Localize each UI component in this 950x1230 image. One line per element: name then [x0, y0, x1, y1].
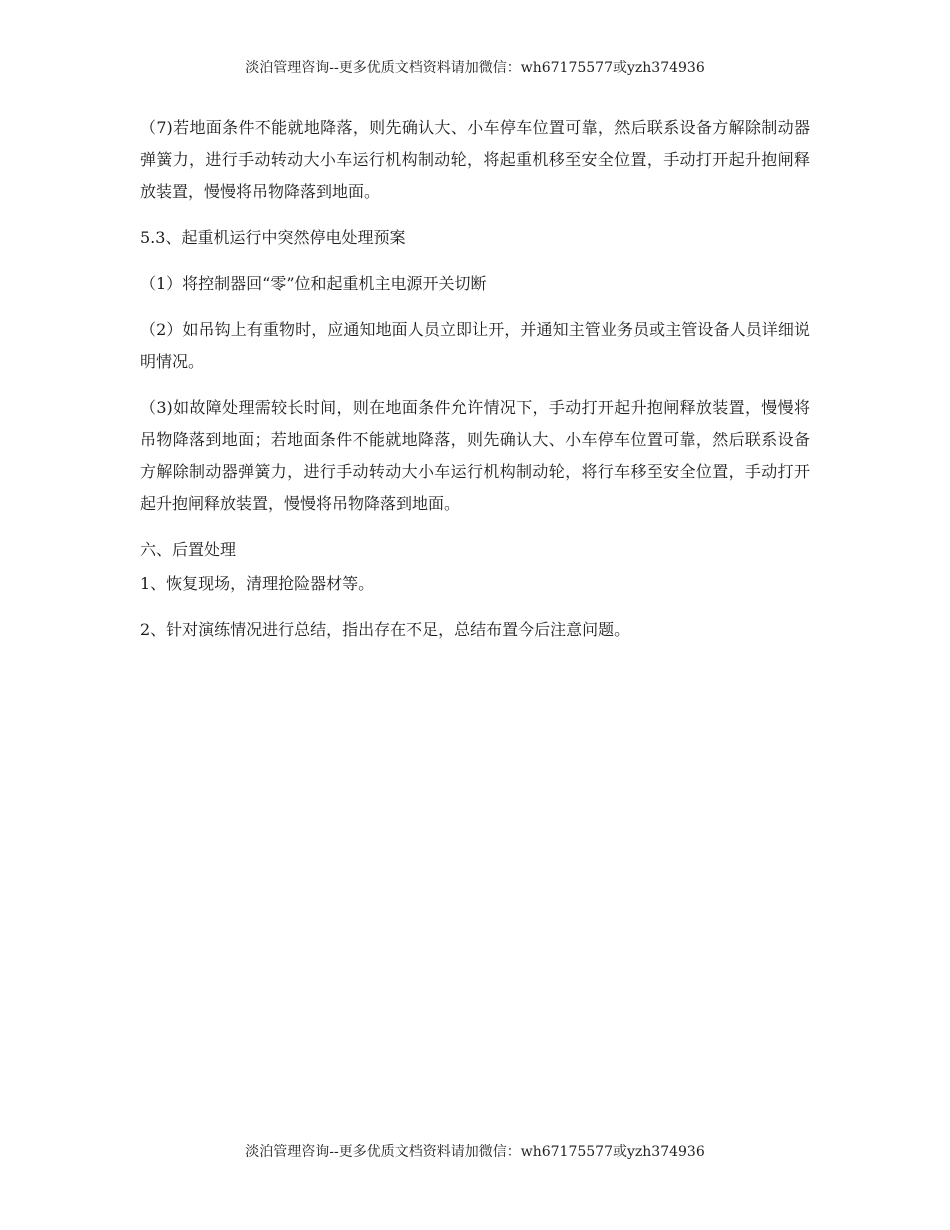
post-step-1: 1、恢复现场，清理抢险器材等。 [140, 574, 375, 593]
document-body [140, 112, 810, 646]
list-item-1: （1）将控制器回“零”位和起重机主电源开关切断 [140, 274, 487, 293]
page-header: 淡泊管理咨询--更多优质文档资料请加微信：wh67175577或yzh374936 [245, 60, 705, 76]
list-item-2: （2）如吊钩上有重物时，应通知地面人员立即让开，并通知主管业务员或主管设备人员详细说明情况。 [140, 320, 810, 371]
section-heading-6: 六、后置处理 [140, 540, 237, 559]
post-step-2: 2、针对演练情况进行总结，指出存在不足，总结布置今后注意问题。 [140, 620, 631, 639]
page-footer: 淡泊管理咨询--更多优质文档资料请加微信：wh67175577或yzh374936 [245, 1144, 705, 1160]
list-item-3: （3)如故障处理需较长时间，则在地面条件允许情况下，手动打开起升抱闸释放装置，慢慢将吊物降落到地面；若地面条件不能就地降落，则先确认大、小车停车位置可靠，然后联系设备方解除制动器弹簧力，进行手动转动大小车运行机构制动轮，将行车移至安全位置，手动打开起升抱闸释放装置，慢慢将吊物降落到地面。 [140, 398, 810, 513]
paragraph-step-7: （7)若地面条件不能就地降落，则先确认大、小车停车位置可靠，然后联系设备方解除制动器弹簧力，进行手动转动大小车运行机构制动轮，将起重机移至安全位置，手动打开起升抱闸释放装置，慢慢将吊物降落到地面。 [140, 118, 810, 201]
section-heading-5-3: 5.3、起重机运行中突然停电处理预案 [140, 228, 406, 247]
